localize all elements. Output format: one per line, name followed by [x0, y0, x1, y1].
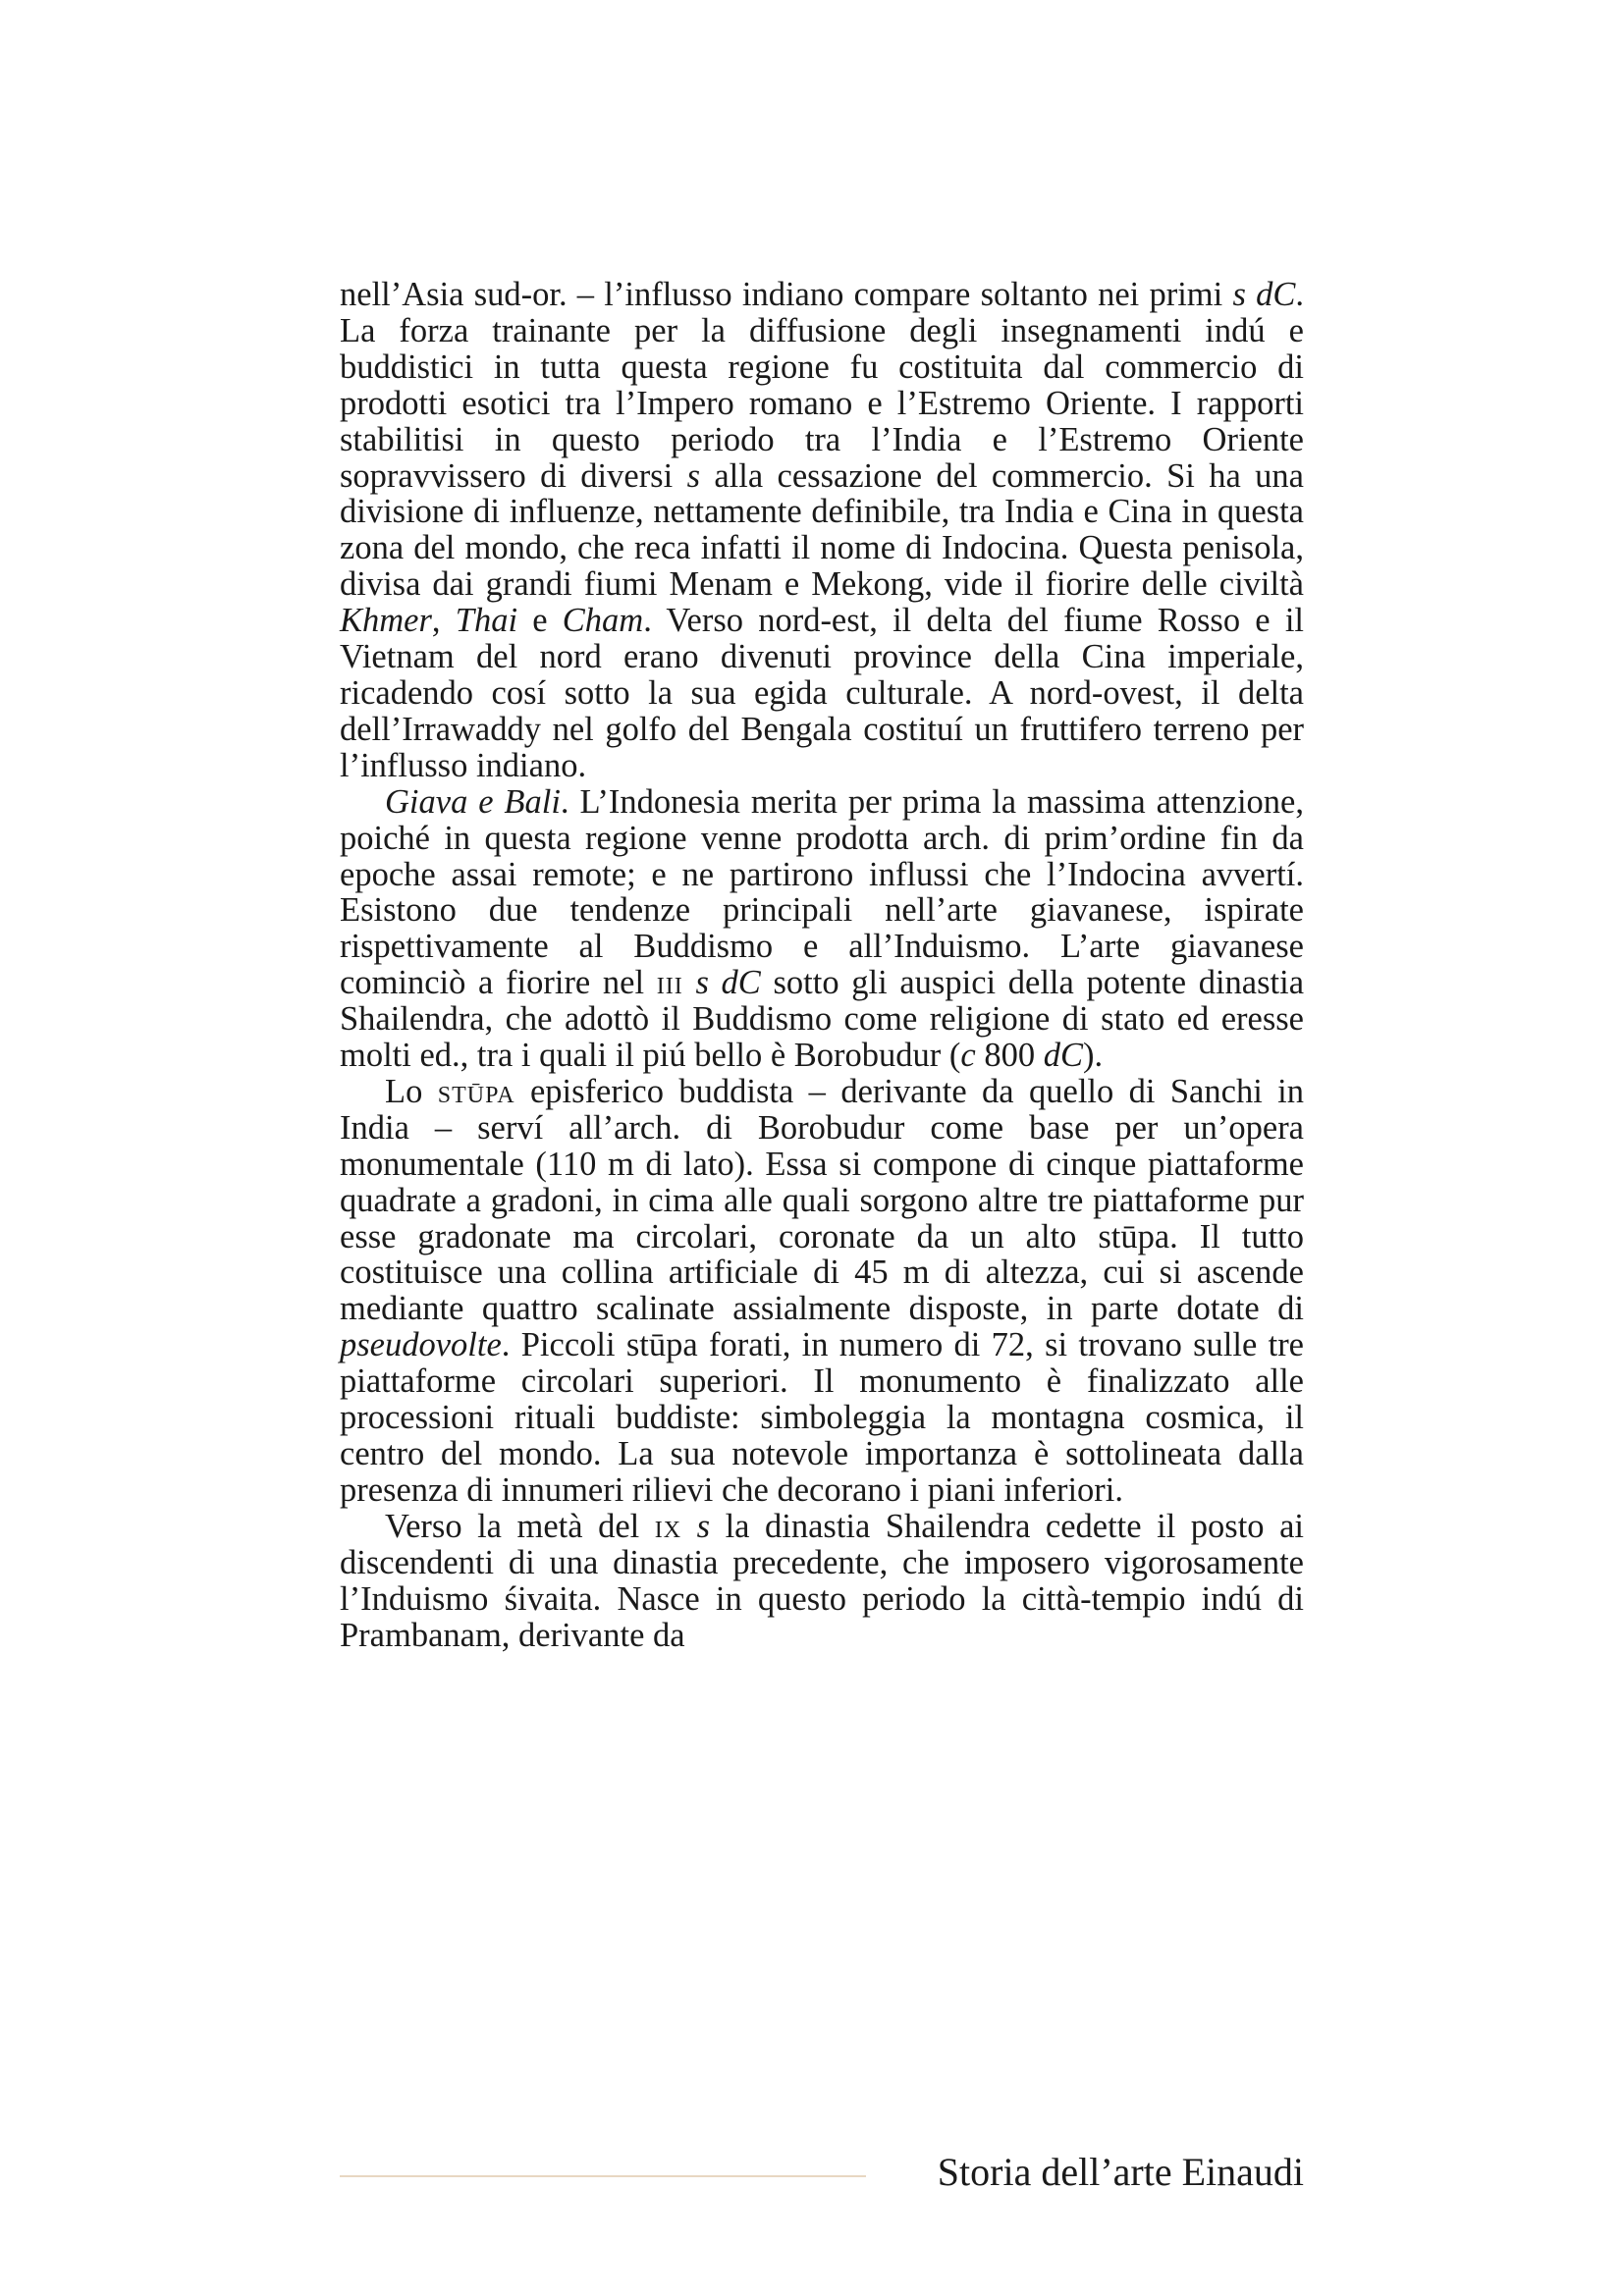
italic-text: s: [696, 1507, 711, 1545]
text-run: ,: [431, 602, 456, 640]
small-caps-text: stūpa: [437, 1072, 515, 1110]
text-run: nell’Asia sud-or. – l’influsso indiano compare soltanto nei primi: [340, 276, 1233, 313]
text-run: alla cessazione del commercio. Si ha una divisione di influenze, nettamente definibile, tra India e Cina in questa zona del mondo, che reca infatti il nome di Indocina. Questa penisola, divisa dai grandi fiumi Menam e Mekong, vide il fiorire delle civiltà: [340, 456, 1304, 604]
text-run: [681, 1508, 697, 1545]
text-run: [683, 964, 696, 1001]
text-run: . La forza trainante per la diffusione degli insegnamenti indú e buddistici in tutta questa regione fu costituita dal commercio di prodotti esotici tra l’Impero romano e l’Estremo Oriente. I rapporti stabilitisi in questo periodo tra l’India e l’Estremo Oriente sopravvissero di diversi: [340, 276, 1305, 495]
text-run: e: [517, 602, 563, 640]
italic-text: Khmer: [340, 602, 432, 640]
italic-text: pseudovolte: [340, 1326, 502, 1364]
italic-text: Cham: [562, 602, 644, 640]
text-run: sotto gli auspici della potente dinastia Shailendra, che adottò il Buddismo come religione di stato ed eresse molti ed., tra i quali il piú bello è Borobudur (: [340, 964, 1305, 1075]
text-run: ).: [1082, 1037, 1104, 1075]
small-caps-text: ix: [654, 1507, 682, 1545]
text-run: . Piccoli stūpa forati, in numero di 72, si trovano sulle tre piattaforme circolari superiori. Il monumento è finalizzato alle processioni rituali buddiste: simboleggia la montagna cosmica, il centro del mondo. La sua notevole importanza è sottolineata dalla presenza di innumeri rilievi che decorano i piani inferiori.: [340, 1326, 1304, 1509]
footer-title: Storia dell’arte Einaudi: [937, 2150, 1304, 2194]
text-run: Lo: [385, 1072, 438, 1110]
footer-rule: [340, 2175, 866, 2177]
italic-text: dC: [1043, 1037, 1083, 1075]
italic-text: Giava e Bali: [385, 782, 561, 821]
paragraph: [340, 784, 1304, 1074]
italic-text: Thai: [455, 602, 518, 640]
text-run: Verso la metà del: [385, 1507, 655, 1545]
paragraph: [340, 1509, 1304, 1654]
body-text: [340, 277, 1304, 1653]
text-run: . L’Indonesia merita per prima la massima attenzione, poiché in questa regione venne prodotta arch. di prim’ordine fin da epoche assai remote; e ne partirono influssi che l’Indocina avvertí. Esistono due tendenze principali nell’arte giavanese, ispirate rispettivamente al Buddismo e all’Induismo. L’arte giavanese cominciò a fiorire nel: [340, 782, 1304, 1002]
italic-text: s dC: [695, 964, 761, 1002]
text-run: la dinastia Shailendra cedette il posto ai discendenti di una dinastia precedente, che imposero vigorosamente l’Induismo śivaita. Nasce in questo periodo la città-tempio indú di Prambanam, derivante da: [340, 1507, 1304, 1654]
paragraph: [340, 277, 1304, 784]
text-run: 800: [975, 1037, 1044, 1075]
small-caps-text: iii: [656, 964, 683, 1002]
text-run: episferico buddista – derivante da quello di Sanchi in India – serví all’arch. di Borobudur come base per un’opera monumentale (110 m di lato). Essa si compone di cinque piattaforme quadrate a gradoni, in cima alle quali sorgono altre tre piattaforme pur esse gradonate ma circolari, coronate da un alto stūpa. Il tutto costituisce una collina artificiale di 45 m di altezza, cui si ascende mediante quattro scalinate assialmente disposte, in parte dotate di: [340, 1072, 1305, 1328]
paragraph: [340, 1074, 1304, 1509]
text-run: . Verso nord-est, il delta del fiume Rosso e il Vietnam del nord erano divenuti province della Cina imperiale, ricadendo cosí sotto la sua egida culturale. A nord-ovest, il delta dell’Irrawaddy nel golfo del Bengala costituí un fruttifero terreno per l’influsso indiano.: [340, 602, 1304, 784]
italic-text: s: [686, 456, 700, 495]
italic-text: c: [960, 1037, 976, 1075]
italic-text: s dC: [1232, 276, 1296, 313]
